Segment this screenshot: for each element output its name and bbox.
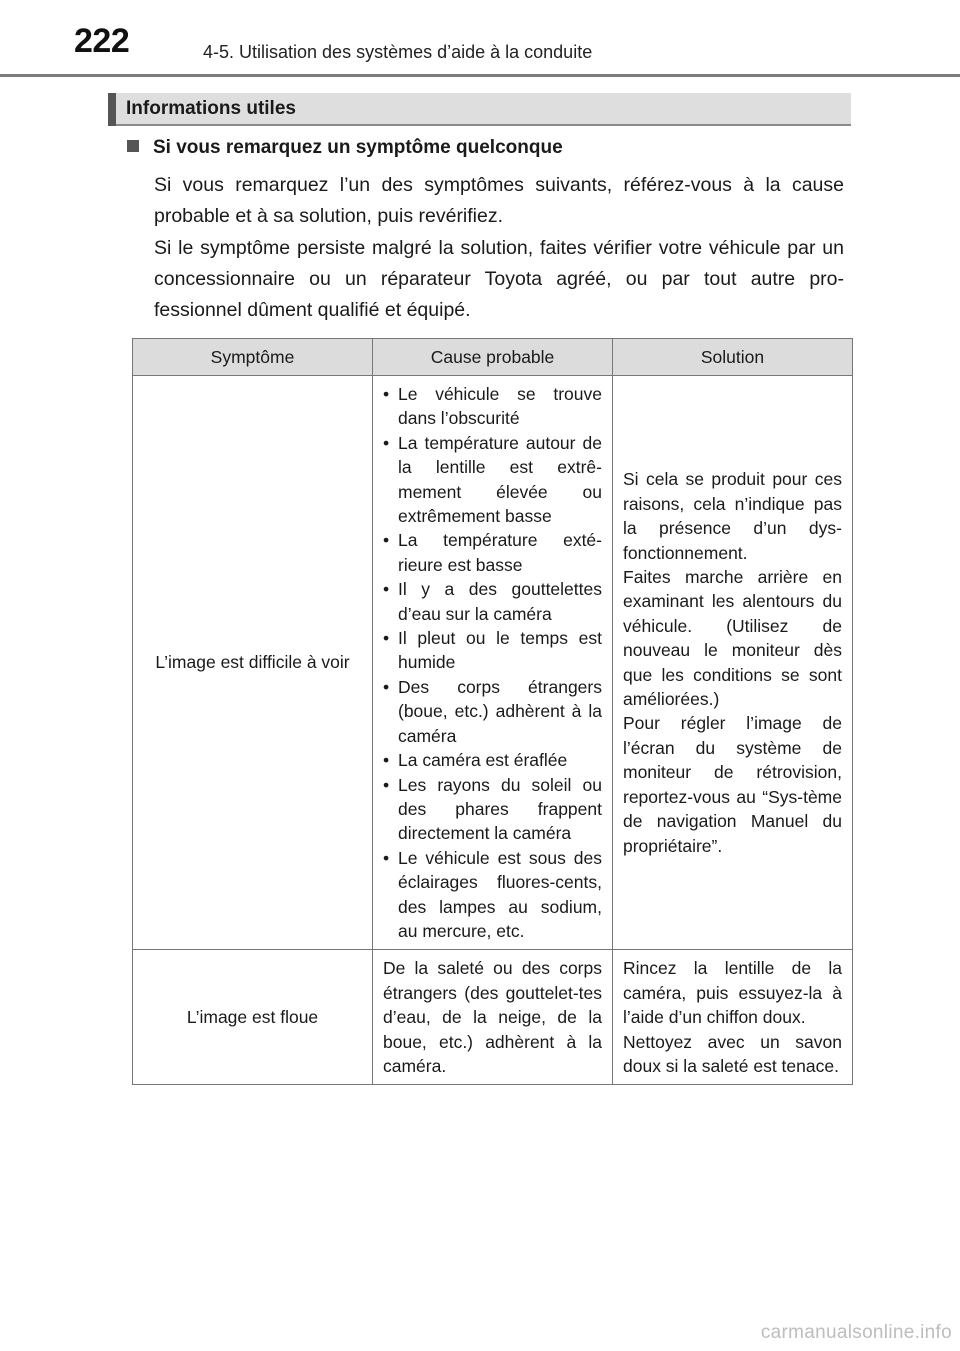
cause-cell [373, 376, 613, 950]
list-item: • Des corps étrangers (boue, etc.) adhèrent à la caméra [383, 675, 602, 748]
list-item: • Il y a des gouttelettes d’eau sur la caméra [383, 577, 602, 626]
cause-list [383, 382, 602, 943]
list-item: • Les rayons du soleil ou des phares frappent directement la caméra [383, 773, 602, 846]
solution-cell [613, 950, 853, 1085]
subheading [127, 137, 563, 159]
symptom-table [132, 338, 853, 1085]
list-item: • La température autour de la lentille est extrê-mement élevée ou extrêmement basse [383, 431, 602, 529]
info-box-accent-bar [108, 93, 116, 126]
solution-text: Nettoyez avec un savon doux si la saleté est tenace. [623, 1031, 842, 1076]
advice-paragraph: Si le symptôme persiste malgré la solution, faites vérifier votre véhicule par un concessionnaire ou un réparateur Toyota agréé, ou par tout autre pro-fessionnel dûment qualifié et équipé. [154, 237, 844, 321]
solution-text: Si cela se produit pour ces raisons, cela n’indique pas la présence d’un dys-fonctionnement. [623, 469, 842, 563]
section-title: 4-5. Utilisation des systèmes d’aide à la conduite [203, 42, 593, 62]
info-box-title: Informations utiles [126, 98, 296, 119]
page-header [0, 0, 960, 80]
list-item: • Le véhicule se trouve dans l’obscurité [383, 382, 602, 431]
header-solution: Solution [613, 339, 853, 376]
subheading-text: Si vous remarquez un symptôme quelconque [153, 137, 563, 158]
header-symptom: Symptôme [133, 339, 373, 376]
table-header-row [133, 339, 853, 376]
cause-cell: De la saleté ou des corps étrangers (des gouttelet-tes d’eau, de la neige, de la boue, etc.) adhèrent à la caméra. [373, 950, 613, 1085]
list-item: • Le véhicule est sous des éclairages fluores-cents, des lampes au sodium, au mercure, etc. [383, 846, 602, 944]
list-item: • La caméra est éraflée [383, 748, 602, 772]
symptom-cell: L’image est floue [133, 950, 373, 1085]
list-item: • La température exté-rieure est basse [383, 528, 602, 577]
header-cause: Cause probable [373, 339, 613, 376]
page-number: 222 [74, 22, 130, 60]
info-box-header [108, 93, 851, 126]
square-bullet-icon [127, 140, 139, 152]
table-row [133, 376, 853, 950]
solution-cell [613, 376, 853, 950]
table-row [133, 950, 853, 1085]
solution-text: Faites marche arrière en examinant les alentours du véhicule. (Utilisez de nouveau le moniteur dès que les conditions se sont améliorées.) [623, 567, 842, 710]
list-item: • Il pleut ou le temps est humide [383, 626, 602, 675]
header-divider [0, 74, 960, 77]
symptom-cell: L’image est difficile à voir [133, 376, 373, 950]
solution-text: Rincez la lentille de la caméra, puis essuyez-la à l’aide d’un chiffon doux. [623, 958, 842, 1028]
watermark-text: carmanualsonline.info [760, 1322, 952, 1343]
solution-text: Pour régler l’image de l’écran du système de moniteur de rétrovision, reportez-vous au “Sys-tème de navigation Manuel du propriétaire”. [623, 713, 842, 856]
intro-paragraph: Si vous remarquez l’un des symptômes suivants, référez-vous à la cause probable et à sa solution, puis revérifiez. [154, 174, 844, 227]
